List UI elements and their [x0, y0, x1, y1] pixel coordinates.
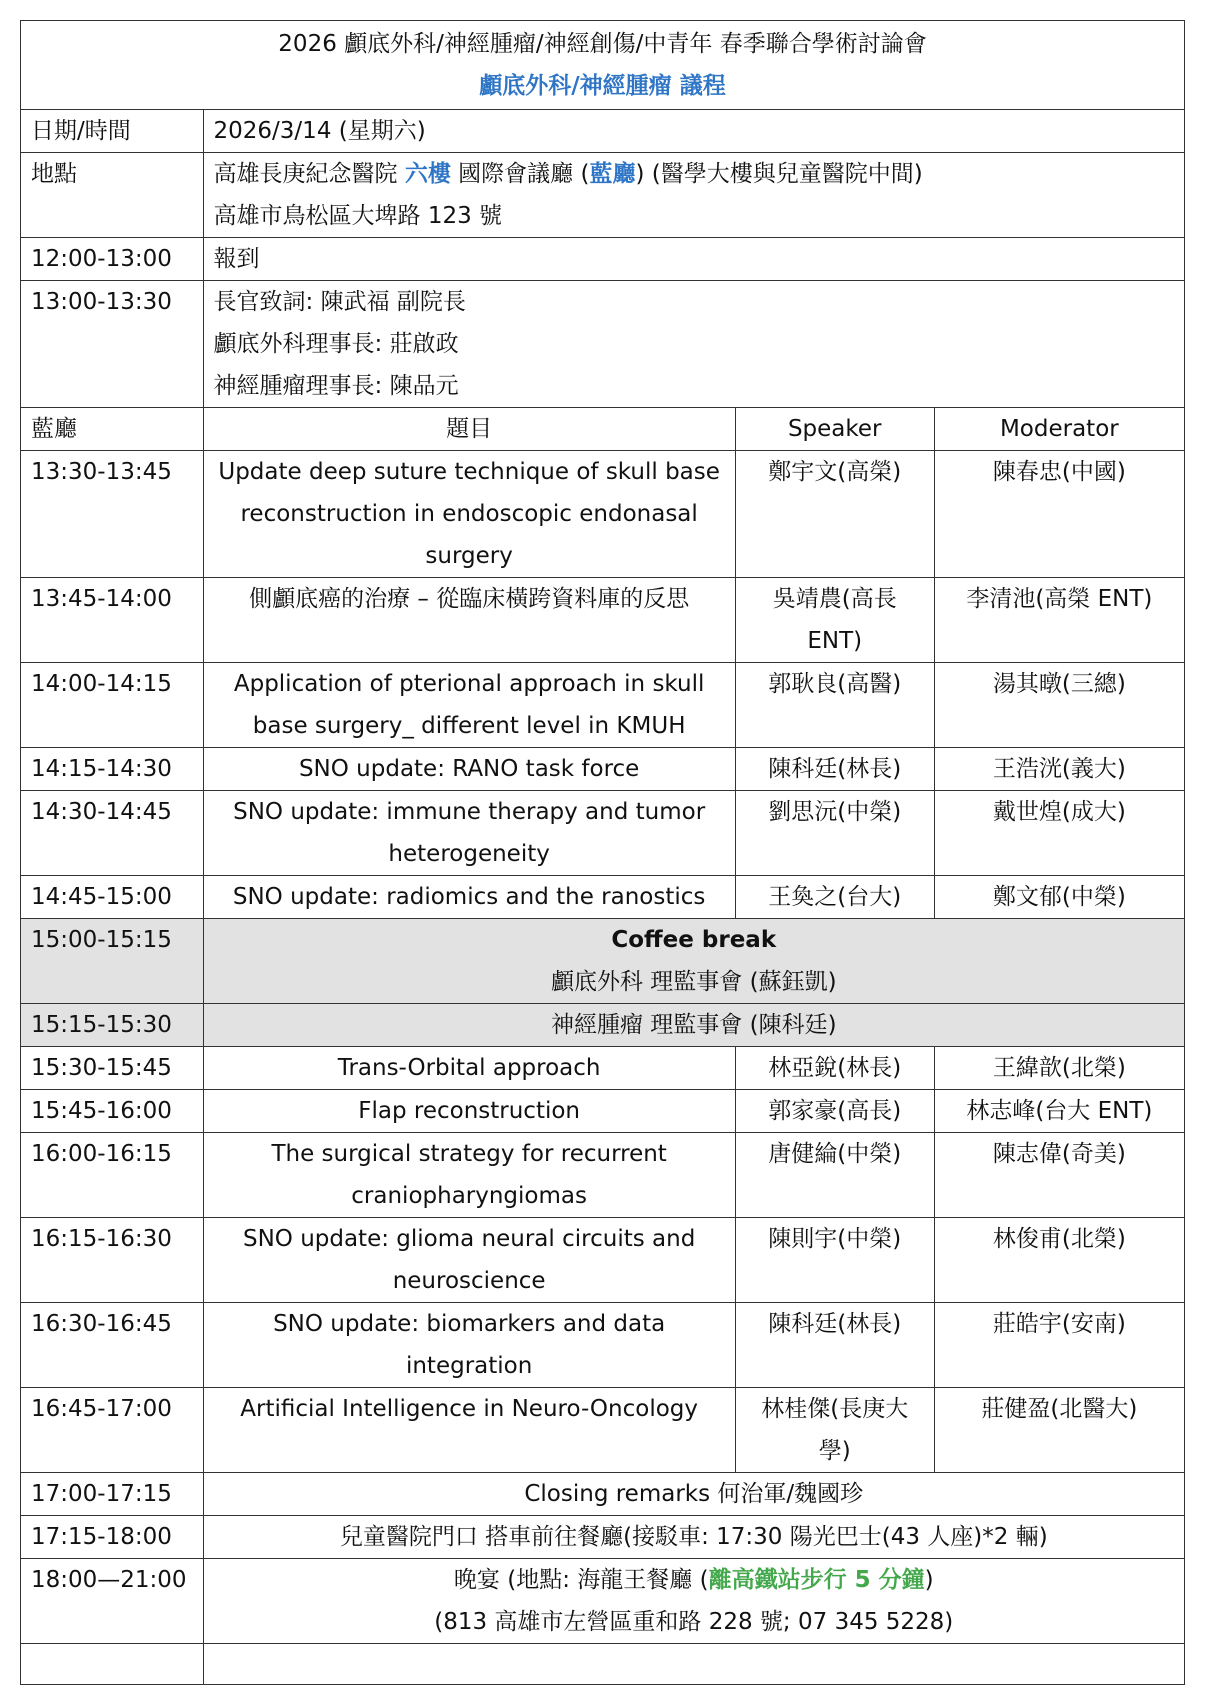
session-moderator: 林志峰(台大 ENT) — [934, 1090, 1184, 1133]
session-topic: 側顱底癌的治療 – 從臨床橫跨資料庫的反思 — [203, 578, 735, 663]
session-row — [21, 748, 1185, 791]
session-time: 14:00-14:15 — [21, 663, 204, 748]
time-cell: 12:00-13:00 — [21, 238, 204, 281]
time-cell: 18:00—21:00 — [21, 1559, 204, 1644]
speech-line: 長官致詞: 陳武福 副院長 — [213, 289, 466, 315]
session-speaker: 王奐之(台大) — [735, 876, 934, 919]
venue-floor: 六樓 — [404, 161, 451, 187]
venue-hall: 藍廳 — [589, 161, 636, 187]
break-meeting: 顱底外科 理監事會 (蘇鈺凱) — [550, 969, 837, 995]
empty-cell — [203, 1644, 1184, 1685]
closing-row — [21, 1473, 1185, 1516]
dinner-close-paren: ) — [924, 1567, 934, 1593]
session-topic: Application of pterional approach in skull base surgery_ different level in KMUH — [203, 663, 735, 748]
speech-line: 顱底外科理事長: 莊啟政 — [213, 331, 459, 357]
session-topic: SNO update: radiomics and the ranostics — [203, 876, 735, 919]
session-time: 13:45-14:00 — [21, 578, 204, 663]
venue-cell — [203, 153, 1184, 238]
session-moderator: 陳春忠(中國) — [934, 451, 1184, 578]
session-topic: SNO update: biomarkers and data integration — [203, 1303, 735, 1388]
session-topic: The surgical strategy for recurrent craniopharyngiomas — [203, 1133, 735, 1218]
empty-row — [21, 1644, 1185, 1685]
opening-row — [21, 238, 1185, 281]
session-moderator: 莊健盈(北醫大) — [934, 1388, 1184, 1473]
session-speaker: 陳科廷(林長) — [735, 1303, 934, 1388]
session-time: 16:45-17:00 — [21, 1388, 204, 1473]
header-row — [21, 21, 1185, 110]
session-speaker: 陳則宇(中榮) — [735, 1218, 934, 1303]
session-moderator: 李清池(高榮 ENT) — [934, 578, 1184, 663]
time-cell: 15:00-15:15 — [21, 919, 204, 1004]
column-hall: 藍廳 — [21, 408, 204, 451]
break-meeting: 神經腫瘤 理監事會 (陳科廷) — [203, 1004, 1184, 1047]
break-row — [21, 1004, 1185, 1047]
session-row — [21, 1090, 1185, 1133]
date-row — [21, 110, 1185, 153]
session-moderator: 莊皓宇(安南) — [934, 1303, 1184, 1388]
session-moderator: 湯其暾(三總) — [934, 663, 1184, 748]
time-cell: 17:15-18:00 — [21, 1516, 204, 1559]
sessions-group-a — [21, 451, 1185, 919]
empty-cell — [21, 1644, 204, 1685]
session-row — [21, 1133, 1185, 1218]
session-time: 16:30-16:45 — [21, 1303, 204, 1388]
session-moderator: 王緯歆(北榮) — [934, 1047, 1184, 1090]
column-speaker: Speaker — [735, 408, 934, 451]
session-topic: Update deep suture technique of skull base reconstruction in endoscopic endonasal surgery — [203, 451, 735, 578]
session-speaker: 林桂傑(長庚大學) — [735, 1388, 934, 1473]
session-speaker: 林亞銳(林長) — [735, 1047, 934, 1090]
venue-address: 高雄市鳥松區大埤路 123 號 — [213, 203, 503, 229]
session-row — [21, 1218, 1185, 1303]
closing-row — [21, 1516, 1185, 1559]
dinner-cell — [203, 1559, 1184, 1644]
session-speaker: 郭家豪(高長) — [735, 1090, 934, 1133]
session-topic: SNO update: immune therapy and tumor heterogeneity — [203, 791, 735, 876]
conference-title: 2026 顱底外科/神經腫瘤/神經創傷/中青年 春季聯合學術討論會 — [278, 31, 927, 57]
dinner-line — [214, 1559, 1174, 1601]
speeches-cell — [203, 281, 1184, 408]
session-moderator: 王浩洸(義大) — [934, 748, 1184, 791]
session-speaker: 吳靖農(高長 ENT) — [735, 578, 934, 663]
session-topic: Trans-Orbital approach — [203, 1047, 735, 1090]
time-cell: 13:00-13:30 — [21, 281, 204, 408]
session-row — [21, 1388, 1185, 1473]
session-topic: SNO update: RANO task force — [203, 748, 735, 791]
column-topic: 題目 — [203, 408, 735, 451]
session-time: 13:30-13:45 — [21, 451, 204, 578]
dinner-address: (813 高雄市左營區重和路 228 號; 07 345 5228) — [434, 1609, 954, 1635]
time-cell: 15:15-15:30 — [21, 1004, 204, 1047]
coffee-break-title: Coffee break — [611, 927, 777, 953]
shuttle-text: 兒童醫院門口 搭車前往餐廳(接駁車: 17:30 陽光巴士(43 人座)*2 輛) — [203, 1516, 1184, 1559]
session-time: 14:45-15:00 — [21, 876, 204, 919]
column-header-row — [21, 408, 1185, 451]
session-topic: SNO update: glioma neural circuits and neuroscience — [203, 1218, 735, 1303]
venue-line — [214, 153, 1174, 195]
session-time: 14:15-14:30 — [21, 748, 204, 791]
session-speaker: 劉思沅(中榮) — [735, 791, 934, 876]
session-row — [21, 578, 1185, 663]
session-moderator: 林俊甫(北榮) — [934, 1218, 1184, 1303]
dinner-walk-note: 離高鐵站步行 5 分鐘 — [708, 1567, 925, 1593]
column-moderator: Moderator — [934, 408, 1184, 451]
session-time: 15:45-16:00 — [21, 1090, 204, 1133]
session-row — [21, 876, 1185, 919]
session-row — [21, 663, 1185, 748]
agenda-subtitle: 顱底外科/神經腫瘤 議程 — [479, 73, 726, 99]
header-cell — [21, 21, 1185, 110]
session-row — [21, 1047, 1185, 1090]
session-speaker: 郭耿良(高醫) — [735, 663, 934, 748]
dinner-row — [21, 1559, 1185, 1644]
dinner-venue: 晚宴 (地點: 海龍王餐廳 ( — [453, 1567, 709, 1593]
sessions-group-b — [21, 1047, 1185, 1473]
break-row — [21, 919, 1185, 1004]
session-topic: Flap reconstruction — [203, 1090, 735, 1133]
venue-room: 國際會議廳 ( — [450, 161, 590, 187]
session-speaker: 唐健綸(中榮) — [735, 1133, 934, 1218]
date-label: 日期/時間 — [21, 110, 204, 153]
session-speaker: 陳科廷(林長) — [735, 748, 934, 791]
session-moderator: 鄭文郁(中榮) — [934, 876, 1184, 919]
session-row — [21, 451, 1185, 578]
venue-name: 高雄長庚紀念醫院 — [213, 161, 405, 187]
closing-text: Closing remarks 何治軍/魏國珍 — [203, 1473, 1184, 1516]
date-value: 2026/3/14 (星期六) — [203, 110, 1184, 153]
venue-note: ) (醫學大樓與兒童醫院中間) — [635, 161, 923, 187]
speech-line: 神經腫瘤理事長: 陳品元 — [213, 373, 459, 399]
session-time: 15:30-15:45 — [21, 1047, 204, 1090]
venue-row — [21, 153, 1185, 238]
session-moderator: 陳志偉(奇美) — [934, 1133, 1184, 1218]
break-cell — [203, 919, 1184, 1004]
session-time: 14:30-14:45 — [21, 791, 204, 876]
session-moderator: 戴世煌(成大) — [934, 791, 1184, 876]
session-topic: Artificial Intelligence in Neuro-Oncology — [203, 1388, 735, 1473]
session-row — [21, 791, 1185, 876]
agenda-table — [20, 20, 1185, 1685]
opening-row — [21, 281, 1185, 408]
registration-text: 報到 — [203, 238, 1184, 281]
time-cell: 17:00-17:15 — [21, 1473, 204, 1516]
session-time: 16:00-16:15 — [21, 1133, 204, 1218]
session-time: 16:15-16:30 — [21, 1218, 204, 1303]
venue-label: 地點 — [21, 153, 204, 238]
session-speaker: 鄭宇文(高榮) — [735, 451, 934, 578]
session-row — [21, 1303, 1185, 1388]
